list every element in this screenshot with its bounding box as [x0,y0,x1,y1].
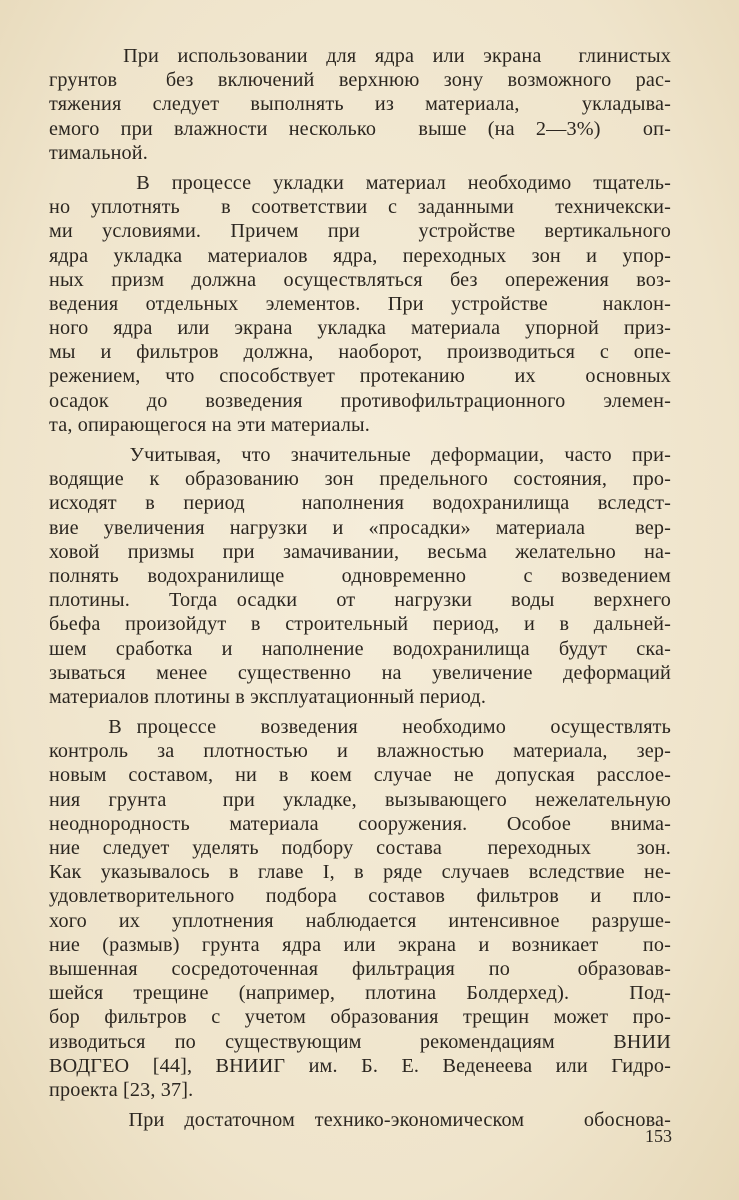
text-line: ного ядра или экрана укладка материала упорной приз- [49,317,671,340]
text-line: проекта [23, 37]. [49,1078,194,1101]
text-line: емого при влажности несколько выше (на 2—3%) оп- [49,117,671,140]
text-line: плотины. Тогда осадки от нагрузки воды верхнего [49,589,671,612]
text-line: грунтов без включений верхнюю зону возможного рас- [49,69,671,92]
text-line: новым составом, ни в коем случае не допуская расслое- [49,764,671,787]
text-line: удовлетворительного подбора составов фильтров и пло- [49,885,671,908]
text-line: При использовании для ядра или экрана глинистых [49,45,671,67]
text-line: бор фильтров с учетом образования трещин может про- [49,1006,671,1029]
text-line: исходят в период наполнения водохранилища вследст- [49,492,671,515]
text-line: ядра укладка материалов ядра, переходных зон и упор- [49,244,671,267]
paragraph-5 [49,1108,671,1132]
text-line: шейся трещине (например, плотина Болдерхед). Под- [49,982,671,1005]
text-line: Учитывая, что значительные деформации, часто при- [49,444,671,466]
text-line: При достаточном технико-экономическом обоснова- [49,1109,671,1132]
text-line: тяжения следует выполнять из материала, укладыва- [49,93,671,116]
text-line: В процессе возведения необходимо осуществлять [49,716,671,739]
paragraph-1 [49,44,671,165]
text-line: вышенная сосредоточенная фильтрация по образовав- [49,957,671,980]
text-line: тимальной. [49,141,148,164]
text-line: Как указывалось в главе I, в ряде случаев вследствие не- [49,861,671,884]
text-line: хого их уплотнения наблюдается интенсивное разруше- [49,909,671,932]
text-line: ведения отдельных элементов. При устройстве наклон- [49,292,671,315]
text-line: бьефа произойдут в строительный период, и в дальней- [49,613,671,636]
text-line: изводиться по существующим рекомендациям ВНИИ [49,1030,671,1053]
text-line: но уплотнять в соответствии с заданными техничекски- [49,196,671,219]
text-line: та, опирающегося на эти материалы. [49,413,370,436]
text-line: ми условиями. Причем при устройстве вертикального [49,220,671,243]
text-line: вие увеличения нагрузки и «просадки» материала вер- [49,516,671,539]
text-line: ние следует уделять подбору состава переходных зон. [49,837,671,859]
text-line: шем сработка и наполнение водохранилища будут ска- [49,637,671,660]
text-line: мы и фильтров должна, наоборот, производиться с опе- [49,341,671,364]
text-line: ния грунта при укладке, вызывающего нежелательную [49,788,671,811]
text-line: неоднородность материала сооружения. Особое внима- [49,812,671,835]
page-number: 153 [645,1126,672,1146]
text-line: материалов плотины в эксплуатационный период. [49,685,487,708]
text-line: ние (размыв) грунта ядра или экрана и возникает по- [49,933,671,956]
text-line: зываться менее существенно на увеличение деформаций [49,661,671,684]
text-line: осадок до возведения противофильтрационного элемен- [49,389,671,412]
text-line: ных призм должна осуществляться без опережения воз- [49,268,671,291]
text-line: В процессе укладки материал необходимо тщатель- [49,171,671,194]
text-line: водящие к образованию зон предельного состояния, про- [49,468,671,491]
text-line: ховой призмы при замачивании, весьма желательно на- [49,540,671,563]
body-text [49,44,671,1132]
text-line: ВОДГЕО [44], ВНИИГ им. Б. Е. Веденеева или Гидро- [49,1054,671,1077]
text-line: режением, что способствует протеканию их основных [49,365,671,388]
paragraph-3 [49,443,671,709]
paragraph-4 [49,715,671,1102]
text-line: полнять водохранилище одновременно с возведением [49,564,671,587]
paragraph-2 [49,171,671,437]
text-line: контроль за плотностью и влажностью материала, зер- [49,740,671,763]
